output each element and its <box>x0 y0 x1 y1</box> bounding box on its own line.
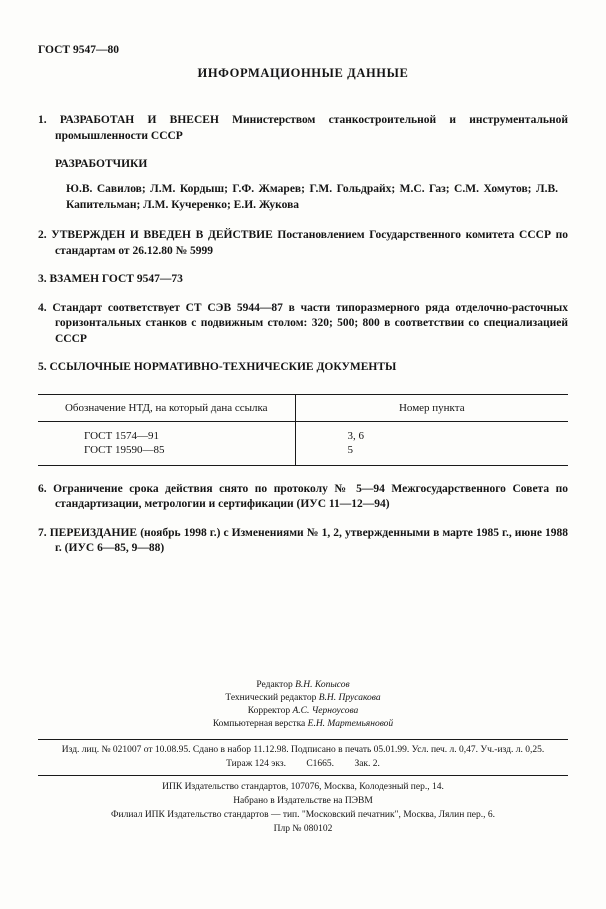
item-7-lead: ПЕРЕИЗДАНИЕ <box>49 526 138 539</box>
credit-name: Е.Н. Мартемьяновой <box>307 719 394 729</box>
credit-role: Технический редактор <box>225 693 317 703</box>
credit-name: А.С. Черноусова <box>292 706 359 716</box>
credit-role: Редактор <box>256 680 293 690</box>
developers-names: Ю.В. Савилов; Л.М. Кордыш; Г.Ф. Жмарев; Г.М. Гольдрайх; М.С. Газ; С.М. Хомутов; Л.В. Капительман; Л.М. Кучеренко; Е.И. Жукова <box>66 183 558 211</box>
table-row <box>38 443 568 466</box>
credit-role: Компьютерная верстка <box>212 719 306 729</box>
item-2-lead: УТВЕРЖДЕН И ВВЕДЕН В ДЕЙСТВИЕ <box>51 229 273 241</box>
item-4-text: Стандарт соответствует СТ СЭВ 5944—87 в части типоразмерного ряда отделочно-расточных горизонтальных станков с подвижным столом: 320; 500; 800 в соответствии со специализацией СССР <box>52 301 568 345</box>
divider <box>38 739 568 740</box>
table-row <box>38 421 568 443</box>
item-2 <box>38 228 568 259</box>
publisher-block <box>38 781 568 836</box>
imprint-line-2 <box>38 758 568 771</box>
table-cell-punkt: 3, 6 <box>347 429 365 442</box>
item-2-number: 2. <box>38 229 47 241</box>
item-1 <box>38 113 568 144</box>
item-2-text: Постановлением Государственного комитета СССР по стандартам от 26.12.80 № 5999 <box>55 229 568 257</box>
item-7 <box>38 526 568 557</box>
item-1-number: 1. <box>38 114 47 126</box>
item-6 <box>38 482 568 513</box>
page-title: ИНФОРМАЦИОННЫЕ ДАННЫЕ <box>197 66 409 80</box>
credit-editor <box>38 679 568 692</box>
references-table <box>38 394 568 466</box>
publisher-line-3: Филиал ИПК Издательство стандартов — тип. "Московский печатник", Москва, Лялин пер., 6. <box>110 810 495 820</box>
developers-heading: РАЗРАБОТЧИКИ <box>55 158 148 170</box>
item-1-text: Министерством станкостроительной и инструментальной промышленности СССР <box>55 114 568 142</box>
item-3-number: 3. <box>38 273 47 285</box>
divider <box>38 775 568 776</box>
page-footer <box>38 679 568 837</box>
table-header-ntd: Обозначение НТД, на который дана ссылка <box>38 394 295 421</box>
imprint-tirazh: Тираж 124 экз. <box>226 759 286 769</box>
table-header-punkt: Номер пункта <box>295 394 568 421</box>
publisher-line-2: Набрано в Издательстве на ПЭВМ <box>233 796 373 806</box>
publisher-line-1: ИПК Издательство стандартов, 107076, Москва, Колодезный пер., 14. <box>162 782 444 792</box>
table-cell-ntd: ГОСТ 1574—91 <box>38 421 295 443</box>
credit-layout <box>38 718 568 731</box>
item-3 <box>38 272 568 288</box>
item-6-text: Ограничение срока действия снято по протоколу № 5—94 Межгосударственного Совета по стандартизации, метрологии и сертификации (ИУС 11—12—94) <box>53 482 568 510</box>
credits-block <box>38 679 568 731</box>
item-7-number: 7. <box>38 526 47 539</box>
item-5-number: 5. <box>38 361 47 373</box>
credit-name: В.Н. Прусакова <box>318 693 381 703</box>
item-7-text: (ноябрь 1998 г.) с Изменениями № 1, 2, утвержденными в марте 1985 г., июне 1988 г. (ИУС 6—85, 9—88) <box>55 526 568 554</box>
imprint-zakaz: Зак. 2. <box>354 759 380 769</box>
table-header-row <box>38 394 568 421</box>
credit-role: Корректор <box>247 706 291 716</box>
imprint-series: С1665. <box>306 759 335 769</box>
item-1-lead: РАЗРАБОТАН И ВНЕСЕН <box>59 114 219 126</box>
publisher-line-4: Плр № 080102 <box>273 824 333 834</box>
doc-number: ГОСТ 9547—80 <box>38 44 119 56</box>
credit-tech-editor <box>38 692 568 705</box>
item-5-lead: ССЫЛОЧНЫЕ НОРМАТИВНО-ТЕХНИЧЕСКИЕ ДОКУМЕНТЫ <box>49 361 397 373</box>
credit-name: В.Н. Копысов <box>295 680 350 690</box>
item-5 <box>38 360 568 376</box>
credit-corrector <box>38 705 568 718</box>
item-6-number: 6. <box>38 482 47 495</box>
table-cell-punkt: 5 <box>347 443 354 456</box>
imprint-line-1: Изд. лиц. № 021007 от 10.08.95. Сдано в набор 11.12.98. Подписано в печать 05.01.99. Усл. печ. л. 0,47. Уч.-изд. л. 0,25. <box>61 745 545 755</box>
item-3-lead: ВЗАМЕН ГОСТ 9547—73 <box>49 273 183 285</box>
item-4-number: 4. <box>38 301 47 314</box>
item-4 <box>38 301 568 348</box>
table-cell-ntd: ГОСТ 19590—85 <box>38 443 295 466</box>
